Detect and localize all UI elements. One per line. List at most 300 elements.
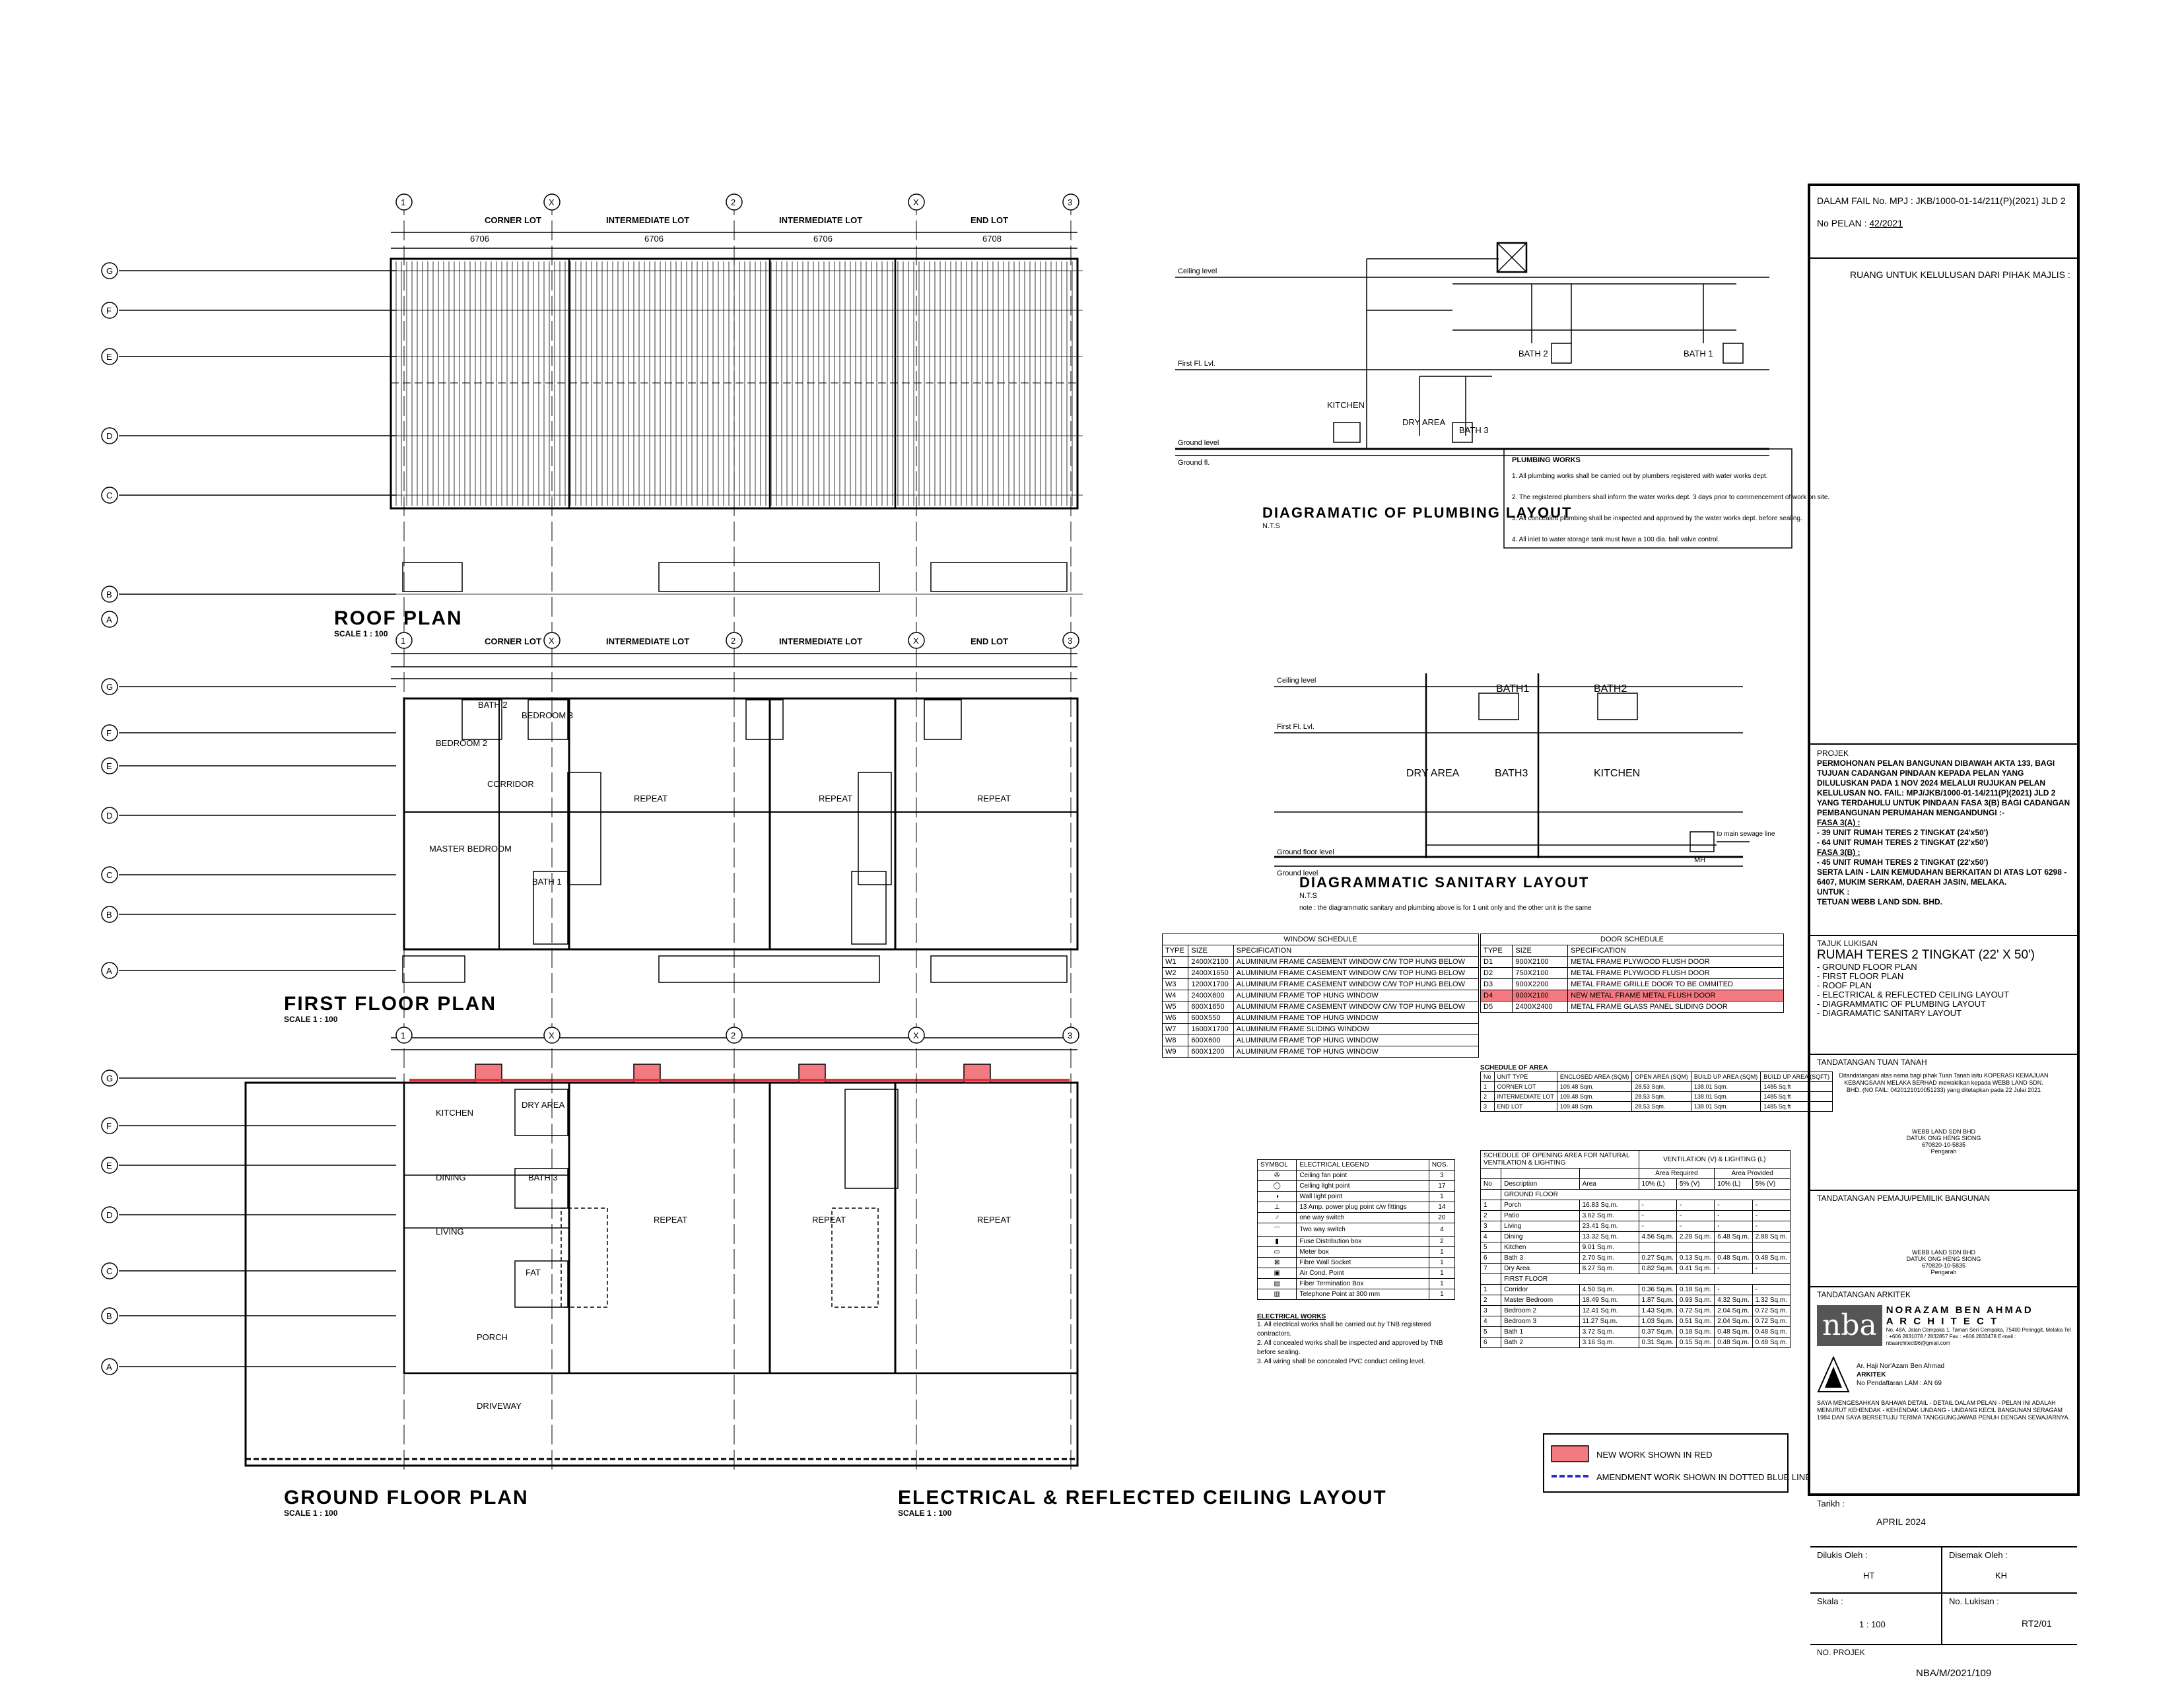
vent-cell: 2.88 Sq.m. [1752,1232,1790,1242]
area-cell: END LOT [1494,1102,1557,1112]
vent-cell: - [1752,1200,1790,1211]
window-cell: W1 [1163,957,1188,968]
firm-address: No. 48A, Jalan Cempaka 1, Taman Seri Cempaka, 75400 Peringgit, Melaka Tel : +606 2831078 / 2832857 Fax : +606 2833478 E-mail : nbaarchitect96@gmail.com [1886,1327,2071,1346]
area-cell: 28.53 Sqm. [1632,1082,1691,1092]
tarikh-value: APRIL 2024 [1876,1516,1926,1527]
approval-space: RUANG UNTUK KELULUSAN DARI PIHAK MAJLIS : [1850,269,2070,280]
window-cell: W7 [1163,1024,1188,1035]
electrical-work-note: 1. All electrical works shall be carried out by TNB registered contractors. [1257,1321,1431,1338]
vent-group-head: VENTILATION (V) & LIGHTING (L) [1639,1151,1790,1169]
door-cell: 750X2100 [1513,968,1568,979]
legend-count: 20 [1429,1213,1454,1223]
vent-cell [1676,1242,1714,1253]
window-cell: ALUMINIUM FRAME CASEMENT WINDOW C/W TOP HUNG BELOW [1233,968,1478,979]
area-cell: 138.01 Sqm. [1691,1102,1760,1112]
grid-bubble-label-D: D [106,431,113,441]
ventilation-schedule [1480,1150,1791,1348]
vent-cell: 0.41 Sq.m. [1676,1264,1714,1274]
grid-col-label-3: 3 [1068,1031,1073,1040]
grid-bubble-label-F: F [106,728,112,738]
legend-desc: Ceiling light point [1297,1181,1429,1192]
window-cell: ALUMINIUM FRAME TOP HUNG WINDOW [1233,990,1478,1002]
door-cell: D3 [1481,979,1513,990]
el-h-symbol: SYMBOL [1258,1160,1297,1171]
roof-plan-scale: SCALE 1 : 100 [334,629,388,638]
vent-header: Description [1501,1179,1579,1190]
window-cell: ALUMINIUM FRAME CASEMENT WINDOW C/W TOP HUNG BELOW [1233,957,1478,968]
el-h-legend: ELECTRICAL LEGEND [1297,1160,1429,1171]
legend-desc: Meter box [1297,1247,1429,1258]
ws-h-type: TYPE [1163,945,1188,957]
vent-cell: Bedroom 2 [1501,1306,1579,1316]
area-cell: 109.48 Sqm. [1557,1102,1632,1112]
vent-cell: 2.04 Sq.m. [1715,1316,1752,1327]
untuk-label: UNTUK : [1817,887,1850,897]
dilukis-label: Dilukis Oleh : [1817,1550,1868,1560]
electrical-work-note: 2. All concealed works shall be inspected and approved by TNB before sealing. [1257,1340,1443,1356]
window-row [1163,979,1479,990]
window-cell: W2 [1163,968,1188,979]
vent-cell: 2 [1481,1211,1501,1221]
vent-cell: 1.32 Sq.m. [1752,1295,1790,1306]
plumb-bath3: BATH 3 [1459,425,1489,435]
room-bedroom3: BEDROOM 3 [522,710,574,720]
grid-bubble-label-A: A [106,966,112,976]
grid-col-label-1: 1 [401,1031,406,1040]
vent-cell: - [1752,1211,1790,1221]
vent-cell: 3 [1481,1306,1501,1316]
grid-bubble-label-G: G [106,1073,114,1083]
first-repeat-2: REPEAT [819,794,853,803]
vent-cell: 11.27 Sq.m. [1579,1316,1639,1327]
plumb-ceiling: Ceiling level [1178,267,1217,275]
ds-h-spec: SPECIFICATION [1568,945,1784,957]
grid-bubble-label-F: F [106,1121,112,1131]
grid-col-label-1: 1 [401,197,406,207]
lot-text: SERTA LAIN - LAIN KEMUDAHAN BERKAITAN DI ATAS LOT 6298 - 6407, MUKIM SERKAM, DAERAH JASIN, MELAKA. [1817,867,2067,887]
vent-cell: 0.18 Sq.m. [1676,1327,1714,1338]
tajuk-label: TAJUK LUKISAN [1817,939,1878,948]
room-dry-area: DRY AREA [522,1100,565,1110]
electrical-symbol-icon: ▣ [1258,1268,1297,1279]
pemaju-sign-line: 670820-10-5835 [1921,1262,1966,1269]
room-corridor: CORRIDOR [487,779,534,789]
room-bath1: BATH 1 [532,877,562,887]
vent-cell: 0.48 Sq.m. [1752,1253,1790,1264]
door-cell: D4 [1481,990,1513,1002]
electrical-symbol-icon: ⌒ [1258,1223,1297,1237]
vent-header: 5% (V) [1752,1179,1790,1190]
area-cell: 1485 Sq.ft [1761,1092,1833,1102]
vent-cell: 4 [1481,1232,1501,1242]
grid-bubble-label-E: E [106,761,112,771]
projek-no-label: NO. PROJEK [1817,1648,1865,1657]
vent-cell: Kitchen [1501,1242,1579,1253]
vent-cell: 4.32 Sq.m. [1715,1295,1752,1306]
vent-cell: 0.13 Sq.m. [1676,1253,1714,1264]
legend-count: 14 [1429,1202,1454,1213]
grid-col-label-X: X [913,1031,919,1040]
electrical-plan-scale: SCALE 1 : 100 [898,1509,952,1518]
vent-cell: - [1752,1264,1790,1274]
firm-name: NORAZAM BEN AHMAD [1886,1305,2033,1316]
tajuk-item: - FIRST FLOOR PLAN [1817,971,1904,981]
area-cell: INTERMEDIATE LOT [1494,1092,1557,1102]
grid-bubble-label-B: B [106,590,112,599]
tanah-sign-line: DATUK ONG HENG SIONG [1906,1135,1981,1141]
vent-required: Area Required [1639,1169,1715,1179]
legend-row [1258,1171,1455,1181]
vent-cell: Bath 3 [1501,1253,1579,1264]
vent-cell: Bath 2 [1501,1338,1579,1348]
projek-text: PERMOHONAN PELAN BANGUNAN DIBAWAH AKTA 133, BAGI TUJUAN CADANGAN PINDAAN KEPADA PELAN YANG DILULUSKAN PADA 1 NOV 2024 MELALUI RUJUKAN PELAN KELULUSAN NO. FAIL: MPJ/JKB/1000-01-14/211(P)(2021) JLD 2 YANG TERDAHULU UNTUK PINDAAN FASA 3(B) BAGI CADANGAN PEMBANGUNAN PERUMAHAN MENGANDUNGI :- [1817,759,2070,817]
vent-row [1481,1327,1791,1338]
grid-bubble-label-G: G [106,266,114,276]
vent-cell: 0.51 Sq.m. [1676,1316,1714,1327]
area-header: UNIT TYPE [1494,1072,1557,1082]
grid-lines [119,195,1071,1472]
room-porch: PORCH [477,1332,508,1342]
vent-row [1481,1232,1791,1242]
legend-row [1258,1202,1455,1213]
window-cell: ALUMINIUM FRAME CASEMENT WINDOW C/W TOP HUNG BELOW [1233,979,1478,990]
grid-col-label-X: X [913,197,919,207]
owner-text: TETUAN WEBB LAND SDN. BHD. [1817,897,1942,906]
tajuk-item: - ELECTRICAL & REFLECTED CEILING LAYOUT [1817,990,2010,1000]
vent-cell: 0.72 Sq.m. [1676,1306,1714,1316]
door-cell: D1 [1481,957,1513,968]
vent-cell: - [1715,1200,1752,1211]
vent-row [1481,1221,1791,1232]
vent-cell: 1.87 Sq.m. [1639,1295,1676,1306]
vent-cell: 1 [1481,1200,1501,1211]
roof-dim-3: 6706 [813,234,833,244]
plumb-dry-area: DRY AREA [1402,417,1446,427]
area-row [1481,1082,1833,1092]
legend-count: 1 [1429,1289,1454,1300]
vent-cell: 0.48 Sq.m. [1752,1327,1790,1338]
title-block [1808,184,2080,1679]
electrical-work-note: 3. All wiring shall be concealed PVC conduct ceiling level. [1257,1358,1425,1365]
vent-cell: - [1639,1200,1676,1211]
first-lot-int1: INTERMEDIATE LOT [606,636,690,646]
room-fat: FAT [526,1268,541,1277]
window-cell: ALUMINIUM FRAME CASEMENT WINDOW C/W TOP HUNG BELOW [1233,1002,1478,1013]
grid-col-label-3: 3 [1068,636,1073,646]
legend-blue-text: AMENDMENT WORK SHOWN IN DOTTED BLUE LINE [1596,1472,1811,1482]
legend-row [1258,1237,1455,1247]
grid-col-label-3: 3 [1068,197,1073,207]
file-label: DALAM FAIL No. MPJ : [1817,195,1913,206]
vent-cell: - [1715,1285,1752,1295]
grid-bubble-label-D: D [106,811,113,821]
legend-count: 1 [1429,1247,1454,1258]
vent-cell: 0.15 Sq.m. [1676,1338,1714,1348]
tajuk-item: - DIAGRAMMATIC OF PLUMBING LAYOUT [1817,999,1986,1009]
area-header: No [1481,1072,1495,1082]
vent-cell: 5 [1481,1327,1501,1338]
window-row [1163,1046,1479,1058]
room-driveway: DRIVEWAY [477,1401,522,1411]
vent-cell: 4 [1481,1316,1501,1327]
vent-row [1481,1316,1791,1327]
vent-cell: Dining [1501,1232,1579,1242]
door-cell: 2400X2400 [1513,1002,1568,1013]
room-dining: DINING [436,1172,466,1182]
window-cell: W5 [1163,1002,1188,1013]
lukisan-value: RT2/01 [2022,1618,2052,1629]
skala-value: 1 : 100 [1859,1619,1886,1629]
vent-cell: 2.70 Sq.m. [1579,1253,1639,1264]
san-ground-level: Ground level [1277,869,1318,877]
first-plan-scale: SCALE 1 : 100 [284,1015,338,1024]
pemaju-label: TANDATANGAN PEMAJU/PEMILIK BANGUNAN [1817,1194,1991,1203]
vent-cell: 12.41 Sq.m. [1579,1306,1639,1316]
grid-col-label-X: X [549,197,555,207]
sanitary-scale: N.T.S [1299,892,1317,900]
window-cell: 1200X1700 [1188,979,1233,990]
vent-cell [1752,1242,1790,1253]
vent-cell: 1.43 Sq.m. [1639,1306,1676,1316]
san-mh: MH [1694,856,1706,864]
pemaju-sign-line: WEBB LAND SDN BHD [1911,1249,1976,1256]
window-cell: W4 [1163,990,1188,1002]
legend-desc: Fuse Distribution box [1297,1237,1429,1247]
vent-cell: 0.72 Sq.m. [1752,1316,1790,1327]
vent-cell: 1.03 Sq.m. [1639,1316,1676,1327]
vent-cell: 2.28 Sq.m. [1676,1232,1714,1242]
plumb-first: First Fl. Lvl. [1178,360,1215,368]
vent-cell: 2.04 Sq.m. [1715,1306,1752,1316]
grid-bubble-label-C: C [106,491,113,500]
door-row [1481,990,1784,1002]
grid-col-label-X: X [549,636,555,646]
vent-cell: 6.48 Sq.m. [1715,1232,1752,1242]
roof-dim-1: 6706 [470,234,489,244]
vent-ground-label: GROUND FLOOR [1501,1190,1791,1200]
legend-count: 1 [1429,1192,1454,1202]
window-cell: ALUMINIUM FRAME TOP HUNG WINDOW [1233,1013,1478,1024]
door-cell: NEW METAL FRAME METAL FLUSH DOOR [1568,990,1784,1002]
vent-cell: - [1715,1221,1752,1232]
grid-bubble-label-E: E [106,1161,112,1171]
legend-red-text: NEW WORK SHOWN IN RED [1596,1450,1713,1460]
plumbing-scale: N.T.S [1262,522,1280,530]
plumb-note-1: 1. All plumbing works shall be carried out by plumbers registered with water works dept. [1512,473,1768,480]
vent-header: 10% (L) [1715,1179,1752,1190]
legend-count: 4 [1429,1223,1454,1237]
area-cell: 109.48 Sqm. [1557,1082,1632,1092]
firm-sub: A R C H I T E C T [1886,1316,1999,1327]
grid-bubble-label-D: D [106,1210,113,1220]
vent-cell: 18.49 Sq.m. [1579,1295,1639,1306]
vent-cell: - [1752,1221,1790,1232]
legend-row [1258,1223,1455,1237]
san-bath1: BATH1 [1496,683,1530,695]
vent-cell: 3.16 Sq.m. [1579,1338,1639,1348]
new-work-legend [1544,1434,1788,1492]
tanah-sign-line: 670820-10-5835 [1921,1141,1966,1148]
legend-count: 1 [1429,1258,1454,1268]
pelan-number: 42/2021 [1869,218,1903,228]
area-cell: 138.01 Sqm. [1691,1092,1760,1102]
electrical-legend [1257,1159,1455,1367]
plumb-note-2: 2. The registered plumbers shall inform the water works dept. 3 days prior to commencement of work on site. [1512,494,1830,501]
ds-h-size: SIZE [1513,945,1568,957]
tajuk-item: - GROUND FLOOR PLAN [1817,962,1917,972]
vent-cell: 0.27 Sq.m. [1639,1253,1676,1264]
tarikh-label: Tarikh : [1817,1499,1845,1509]
el-h-nos: NOS. [1429,1160,1454,1171]
area-cell: 1485 Sq.ft [1761,1082,1833,1092]
vent-cell: 3.62 Sq.m. [1579,1211,1639,1221]
legend-desc: Wall light point [1297,1192,1429,1202]
arkitek-reg: No Pendaftaran LAM : AN 69 [1857,1379,1942,1387]
tanah-sign-line: WEBB LAND SDN BHD [1911,1128,1976,1135]
room-bath2: BATH 2 [478,700,508,710]
legend-count: 3 [1429,1171,1454,1181]
legend-desc: 13 Amp. power plug point c/w fittings [1297,1202,1429,1213]
vent-cell: Master Bedroom [1501,1295,1579,1306]
grid-col-label-2: 2 [731,197,736,207]
electrical-plan-title: ELECTRICAL & REFLECTED CEILING LAYOUT [898,1487,1387,1509]
window-row [1163,968,1479,979]
grid-bubble-label-B: B [106,910,112,920]
electrical-symbol-icon: ✇ [1258,1171,1297,1181]
plumb-bath1: BATH 1 [1684,349,1713,358]
dilukis-value: HT [1863,1571,1875,1580]
window-row [1163,1013,1479,1024]
legend-count: 1 [1429,1268,1454,1279]
legend-row [1258,1268,1455,1279]
fasa-a-item-1: - 39 UNIT RUMAH TERES 2 TINGKAT (24'x50') [1817,828,1989,837]
vent-cell: 2 [1481,1295,1501,1306]
grid-bubble-label-B: B [106,1311,112,1321]
window-cell: W8 [1163,1035,1188,1046]
roof-plan-title: ROOF PLAN [334,607,463,629]
roof-dim-4: 6708 [982,234,1002,244]
vent-cell: Corridor [1501,1285,1579,1295]
area-schedule [1480,1064,1833,1112]
disemak-label: Disemak Oleh : [1949,1550,2008,1560]
vent-cell: 6 [1481,1253,1501,1264]
projek-no-value: NBA/M/2021/109 [1916,1668,1992,1679]
vent-cell: 0.48 Sq.m. [1715,1253,1752,1264]
vent-cell: - [1676,1221,1714,1232]
vent-header: 5% (V) [1676,1179,1714,1190]
window-cell: 600X550 [1188,1013,1233,1024]
plumb-ground-fl: Ground fl. [1178,459,1210,467]
vent-cell: 16.83 Sq.m. [1579,1200,1639,1211]
vent-first-label: FIRST FLOOR [1501,1274,1791,1285]
vent-cell: 6 [1481,1338,1501,1348]
first-lot-corner: CORNER LOT [485,636,541,646]
san-bath2: BATH2 [1594,683,1627,695]
electrical-symbol-icon: ▭ [1258,1247,1297,1258]
window-cell: ALUMINIUM FRAME SLIDING WINDOW [1233,1024,1478,1035]
first-repeat-3: REPEAT [977,794,1011,803]
grid-col-label-2: 2 [731,1031,736,1040]
window-row [1163,1024,1479,1035]
room-bedroom2: BEDROOM 2 [436,738,488,748]
tajuk-item: - DIAGRAMATIC SANITARY LAYOUT [1817,1008,1962,1018]
vent-row [1481,1306,1791,1316]
plumb-bath2: BATH 2 [1519,349,1548,358]
legend-row [1258,1279,1455,1289]
vent-cell: - [1676,1211,1714,1221]
vent-header: Area [1579,1179,1639,1190]
vent-cell: Bath 1 [1501,1327,1579,1338]
ground-repeat-2: REPEAT [812,1215,846,1225]
area-header: BUILD UP AREA (SQM) [1691,1072,1760,1082]
door-schedule [1480,934,1784,1013]
san-dry-area: DRY AREA [1406,768,1460,779]
area-cell: 3 [1481,1102,1495,1112]
roof-dim-2: 6706 [644,234,664,244]
window-schedule-title: WINDOW SCHEDULE [1163,934,1479,945]
legend-desc: Fiber Termination Box [1297,1279,1429,1289]
vent-row [1481,1211,1791,1221]
door-cell: D5 [1481,1002,1513,1013]
san-first: First Fl. Lvl. [1277,723,1314,731]
vent-row [1481,1264,1791,1274]
roof-lot-corner: CORNER LOT [485,215,541,225]
door-row [1481,1002,1784,1013]
area-cell: 2 [1481,1092,1495,1102]
electrical-symbol-icon: ◑ [1258,1192,1297,1202]
area-schedule-title: SCHEDULE OF AREA [1480,1064,1548,1071]
door-cell: METAL FRAME GLASS PANEL SLIDING DOOR [1568,1002,1784,1013]
door-cell: METAL FRAME GRILLE DOOR TO BE OMMITED [1568,979,1784,990]
door-cell: 900X2100 [1513,990,1568,1002]
legend-row [1258,1181,1455,1192]
door-row [1481,968,1784,979]
vent-cell: Dry Area [1501,1264,1579,1274]
tanah-sign-line: Pengarah [1930,1148,1957,1155]
vent-cell: 5 [1481,1242,1501,1253]
vent-header: 10% (L) [1639,1179,1676,1190]
vent-cell: 9.01 Sq.m. [1579,1242,1639,1253]
electrical-symbol-icon: ⊠ [1258,1258,1297,1268]
san-bath3: BATH3 [1495,768,1528,779]
ground-repeat-1: REPEAT [654,1215,688,1225]
electrical-symbol-icon: ⊥ [1258,1202,1297,1213]
window-cell: ALUMINIUM FRAME TOP HUNG WINDOW [1233,1046,1478,1058]
vent-provided: Area Provided [1715,1169,1791,1179]
vent-cell: 1 [1481,1285,1501,1295]
window-cell: W9 [1163,1046,1188,1058]
area-cell: 109.48 Sqm. [1557,1092,1632,1102]
window-cell: 2400X1650 [1188,968,1233,979]
arkitek-label: TANDATANGAN ARKITEK [1817,1290,1911,1299]
window-cell: 2400X600 [1188,990,1233,1002]
window-row [1163,1002,1479,1013]
vent-row [1481,1242,1791,1253]
vent-cell: - [1752,1285,1790,1295]
grid-bubble-label-A: A [106,1362,112,1372]
first-lot-int2: INTERMEDIATE LOT [779,636,863,646]
door-row [1481,979,1784,990]
ws-h-size: SIZE [1188,945,1233,957]
door-cell: 900X2100 [1513,957,1568,968]
legend-desc: Air Cond. Point [1297,1268,1429,1279]
room-master: MASTER BEDROOM [429,844,512,854]
san-kitchen: KITCHEN [1594,768,1641,779]
ds-h-type: TYPE [1481,945,1513,957]
electrical-symbol-icon: ◯ [1258,1181,1297,1192]
vent-cell: 0.93 Sq.m. [1676,1295,1714,1306]
electrical-symbol-icon: ♂ [1258,1213,1297,1223]
